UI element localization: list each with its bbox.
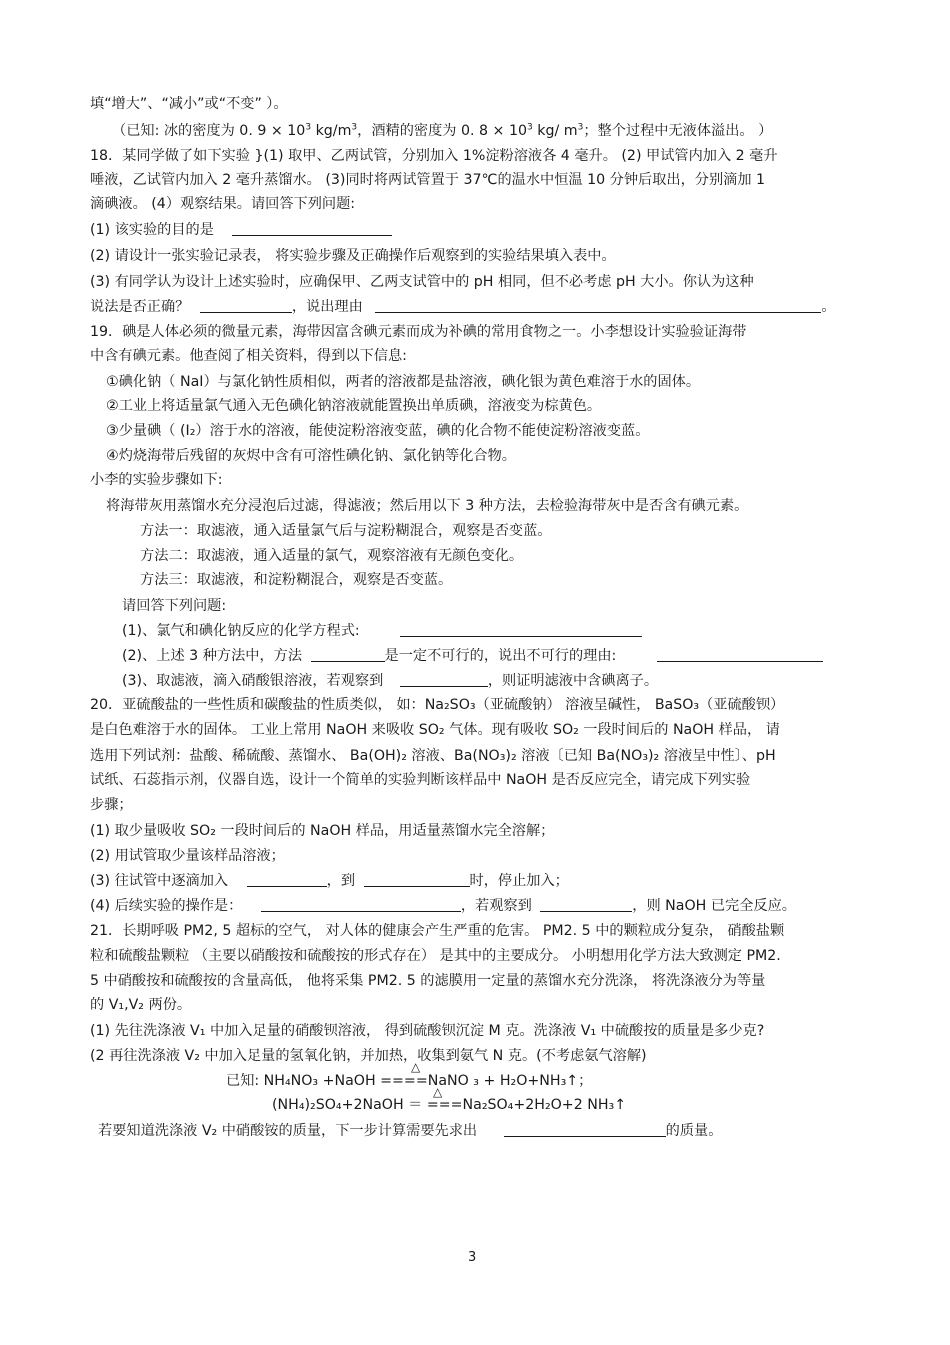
- info-item: ②工业上将适量氯气通入无色碘化钠溶液就能置换出单质碘，溶液变为棕黄色。: [106, 398, 602, 414]
- text-span: (3)、取滤液，滴入硝酸银溶液，若观察到: [122, 673, 384, 689]
- question-18-line: 滴碘液。 (4）观察结果。请回答下列问题:: [90, 196, 356, 212]
- answer-blank[interactable]: [540, 897, 632, 912]
- question-21-line: 21．长期呼吸 PM2, 5 超标的空气， 对人体的健康会产生严重的危害。 PM2. 5 中的颗粒成分复杂， 硝酸盐颗: [90, 923, 785, 939]
- text-span: 时，停止加入；: [469, 873, 569, 889]
- question-18-line: 18．某同学做了如下实验 }(1) 取甲、乙两试管，分别加入 1%淀粉溶液各 4 毫升。 (2) 甲试管内加入 2 毫升: [90, 148, 778, 164]
- question-19-line: 19．碘是人体必须的微量元素，海带因富含碘元素而成为补碘的常用食物之一。小李想设计实验验证海带: [90, 324, 747, 340]
- answer-blank[interactable]: [364, 872, 470, 887]
- question-19-part1: [122, 621, 642, 641]
- equation-line: 已知: NH₄NO₃ +NaOH ====NaNO ₃ + H₂O+NH₃↑；: [226, 1073, 593, 1089]
- answer-blank[interactable]: [375, 298, 821, 313]
- text-span: 是一定不可行的，说出不可行的理由:: [384, 648, 617, 664]
- question-20-line: 步骤；: [90, 797, 133, 813]
- info-item: ③少量碘（ (I₂）溶于水的溶液，能使淀粉溶液变蓝，碘的化合物不能使淀粉溶液变蓝。: [106, 423, 650, 439]
- answer-blank[interactable]: [232, 221, 392, 236]
- text-span: kg/ m: [532, 123, 578, 139]
- text-span: kg/m: [311, 123, 352, 139]
- info-item: ①碘化钠（ NaI）与氯化钠性质相似，两者的溶液都是盐溶液，碘化银为黄色难溶于水的固体。: [106, 374, 701, 390]
- text-span: (1) 该实验的目的是: [90, 222, 214, 238]
- question-21-line: 的 V₁,V₂ 两份。: [90, 997, 192, 1013]
- question-20-step2: (2) 用试管取少量该样品溶液；: [90, 848, 285, 864]
- text-span: ，则 NaOH 已完全反应。: [632, 898, 796, 914]
- text-span: (1)、氯气和碘化钠反应的化学方程式:: [122, 623, 360, 639]
- question-21-final: [98, 1121, 722, 1141]
- text-span: ，说出理由: [291, 299, 363, 315]
- method-item: 方法二：取滤液，通入适量的氯气，观察溶液有无颜色变化。: [140, 548, 524, 564]
- text-span: ，到: [326, 873, 356, 889]
- text-span: (4) 后续实验的操作是：: [90, 898, 243, 914]
- equation-line: (NH₄)₂SO₄+2NaOH ＝ ===Na₂SO₄+2H₂O+2 NH₃↑: [272, 1097, 627, 1113]
- heat-symbol: △: [411, 1060, 421, 1074]
- answer-blank[interactable]: [657, 647, 823, 662]
- answer-blank[interactable]: [200, 298, 292, 313]
- method-item: 方法一：取滤液，通入适量氯气后与淀粉糊混合，观察是否变蓝。: [140, 523, 552, 539]
- text-span: 的质量。: [665, 1123, 723, 1139]
- question-18-part3-answer: [90, 297, 836, 317]
- question-20-line: 选用下列试剂：盐酸、稀硫酸、蒸馏水、 Ba(OH)₂ 溶液、Ba(NO₃)₂ 溶液〔已知 Ba(NO₃)₂ 溶液呈中性〕、pH: [90, 748, 776, 764]
- page-number: 3: [468, 1250, 477, 1265]
- question-20-line: 试纸、石蕊指示剂，仪器自选，设计一个简单的实验判断该样品中 NaOH 是否反应完全，请完成下列实验: [90, 772, 751, 788]
- question-21-line: 5 中硝酸按和硫酸按的含量高低， 他将采集 PM2. 5 的滤膜用一定量的蒸馏水充分洗涤， 将洗涤液分为等量: [90, 973, 766, 989]
- text-line: 小李的实验步骤如下:: [90, 472, 223, 488]
- text-line: 请回答下列问题:: [122, 598, 227, 614]
- superscript: 3: [527, 122, 533, 133]
- text-span: 。: [821, 299, 836, 315]
- answer-blank[interactable]: [311, 647, 385, 662]
- text-span: (3) 往试管中逐滴加入: [90, 873, 229, 889]
- question-20-line: 20．亚硫酸盐的一些性质和碳酸盐的性质类似， 如：Na₂SO₃（亚硫酸钠） 溶液呈碱性， BaSO₃（亚硫酸钡）: [90, 697, 785, 713]
- superscript: 3: [305, 122, 312, 133]
- question-18-part2: (2) 请设计一张实验记录表， 将实验步骤及正确操作后观察到的实验结果填入表中。: [90, 248, 616, 264]
- question-21-line: 粒和硫酸盐颗粒 （主要以硝酸按和硫酸按的形式存在） 是其中的主要成分。 小明想用化学方法大致测定 PM2.: [90, 948, 781, 964]
- question-19-part2: [122, 646, 823, 666]
- answer-blank[interactable]: [261, 897, 461, 912]
- heat-symbol: △: [433, 1085, 443, 1099]
- text-span: 若要知道洗涤液 V₂ 中硝酸铵的质量，下一步计算需要先求出: [98, 1123, 478, 1139]
- question-18-part1: [90, 220, 392, 240]
- question-20-step4: [90, 896, 796, 916]
- answer-blank[interactable]: [400, 622, 642, 637]
- question-18-line: 唾液，乙试管内加入 2 毫升蒸馏水。 (3)同时将两试管置于 37℃的温水中恒温 10 分钟后取出，分别滴加 1: [90, 172, 766, 188]
- text-line: 将海带灰用蒸馏水充分浸泡后过滤，得滤液；然后用以下 3 种方法，去检验海带灰中是否含有碘元素。: [106, 498, 749, 514]
- superscript: 3: [351, 122, 358, 133]
- answer-blank[interactable]: [247, 872, 327, 887]
- answer-blank[interactable]: [400, 672, 488, 687]
- density-note: [112, 121, 772, 141]
- info-item: ④灼烧海带后残留的灰烬中含有可溶性碘化钠、氯化钠等化合物。: [106, 448, 516, 464]
- question-20-step3: [90, 871, 569, 891]
- question-21-part1: (1) 先往洗涤液 V₁ 中加入足量的硝酸钡溶液， 得到硫酸钡沉淀 M 克。洗涤液 V₁ 中硫酸按的质量是多少克?: [90, 1023, 765, 1039]
- text-span: (2)、上述 3 种方法中，方法: [122, 648, 303, 664]
- text-span: 说法是否正确？: [90, 299, 190, 315]
- question-21-part2: (2 再往洗涤液 V₂ 中加入足量的氢氧化钠，并加热，收集到氨气 N 克。(不考虑氨气溶解): [90, 1048, 647, 1064]
- text-span: ，酒精的密度为 0. 8 × 10: [357, 123, 528, 139]
- text-line: 填“增大”、“减小”或“不变” ）。: [90, 96, 288, 112]
- question-20-step1: (1) 取少量吸收 SO₂ 一段时间后的 NaOH 样品，用适量蒸馏水完全溶解；: [90, 823, 555, 839]
- text-span: （已知: 冰的密度为 0. 9 × 10: [112, 123, 306, 139]
- superscript: 3: [577, 122, 584, 133]
- text-span: ；整个过程中无液体溢出。 ）: [583, 123, 773, 139]
- question-18-part3: (3) 有同学认为设计上述实验时，应确保甲、乙两支试管中的 pH 相同，但不必考虑 pH 大小。你认为这种: [90, 274, 754, 290]
- question-19-line: 中含有碘元素。他查阅了相关资料，得到以下信息:: [90, 348, 407, 364]
- question-19-part3: [122, 671, 658, 691]
- text-span: ，则证明滤液中含碘离子。: [487, 673, 659, 689]
- answer-blank[interactable]: [504, 1122, 666, 1137]
- question-20-line: 是白色难溶于水的固体。 工业上常用 NaOH 来吸收 SO₂ 气体。现有吸收 SO₂ 一段时间后的 NaOH 样品， 请: [90, 722, 780, 738]
- method-item: 方法三：取滤液，和淀粉糊混合，观察是否变蓝。: [140, 572, 453, 588]
- text-span: ，若观察到: [460, 898, 532, 914]
